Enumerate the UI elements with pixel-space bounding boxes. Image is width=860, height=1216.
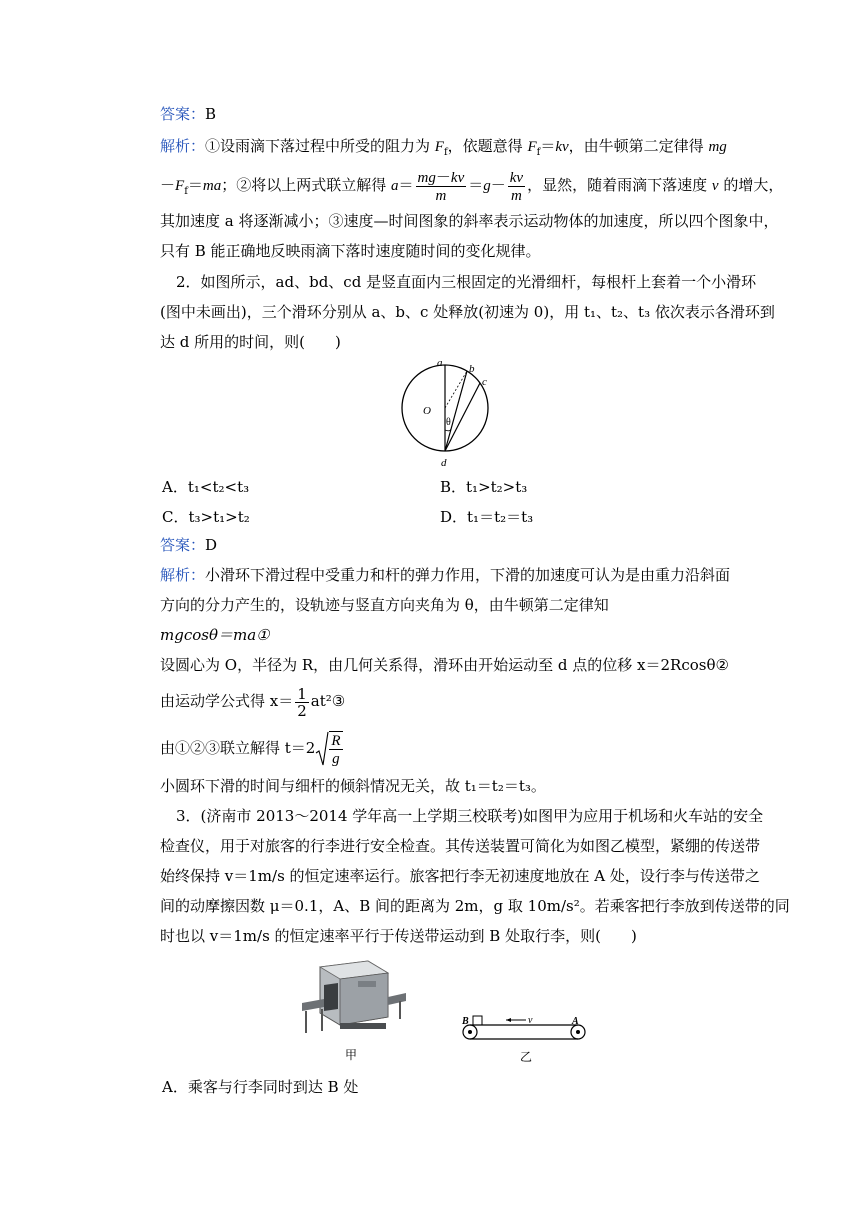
q2-eq3	[160, 684, 345, 718]
option-c[interactable]	[162, 506, 250, 527]
answer-label: 答案：	[160, 536, 206, 554]
circle-rods-figure	[390, 358, 500, 470]
q2-analysis-line1	[160, 565, 730, 585]
q3-stem-line3: 始终保持 v＝1m/s 的恒定速率运行。旅客把行李无初速度地放在 A 处，设行李与传送带之	[160, 867, 760, 885]
option-d[interactable]	[440, 506, 533, 527]
option-b[interactable]	[440, 476, 527, 497]
q3-stem-line1: 3．(济南市 2013～2014 学年高一上学期三校联考)如图甲为应用于机场和火车站的安全	[176, 807, 764, 825]
label-A: A	[572, 1016, 579, 1027]
eq-text: 由运动学公式得 x＝	[160, 692, 294, 710]
q2-stem-line3: 达 d 所用的时间，则( )	[160, 333, 341, 351]
q2-eq4	[160, 728, 343, 768]
q3-option-a[interactable]: A．乘客与行李同时到达 B 处	[162, 1078, 359, 1096]
option-text: t₁<t₂<t₃	[187, 478, 250, 496]
analysis-text: ①设雨滴下落过程中所受的阻力为	[205, 137, 435, 155]
option-a[interactable]	[162, 476, 249, 497]
answer-label: 答案：	[160, 105, 206, 123]
q2-stem-line2: (图中未画出)，三个滑环分别从 a、b、c 处释放(初速为 0)，用 t₁、t₂、t₃ 依次表示各滑环到	[160, 303, 775, 321]
label-B: B	[462, 1016, 469, 1027]
fraction: $\frac{mg-kv}{m}$	[417, 167, 465, 204]
label-c: c	[482, 376, 487, 388]
q2-conclusion: 小圆环下滑的时间与细杆的倾斜情况无关，故 t₁＝t₂＝t₃。	[160, 777, 546, 795]
option-key: D．	[440, 508, 468, 526]
option-key: C．	[162, 508, 189, 526]
analysis-text: 的增大，	[718, 176, 784, 194]
answer-value: D	[205, 536, 218, 554]
analysis-text: ，由牛顿第二定律得	[568, 137, 709, 155]
q3-stem-line5: 时也以 v＝1m/s 的恒定速率平行于传送带运动到 B 处取行李，则( )	[160, 927, 637, 945]
q1-analysis-line3: 其加速度 a 将逐渐减小；③速度—时间图象的斜率表示运动物体的加速度，所以四个图象中，	[160, 212, 779, 230]
fig-label-yi: 乙	[520, 1050, 533, 1064]
option-key: B．	[440, 478, 467, 496]
option-text: t₁＝t₂＝t₃	[467, 508, 534, 526]
q2-stem-line1: 2．如图所示，ad、bd、cd 是竖直面内三根固定的光滑细杆，每根杆上套着一个小滑环	[176, 273, 757, 291]
fraction-half: $\frac{1}{2}$	[297, 684, 307, 720]
analysis-text: 小滑环下滑过程中受重力和杆的弹力作用，下滑的加速度可认为是由重力沿斜面	[205, 566, 731, 584]
label-theta: θ	[446, 417, 451, 428]
option-text: t₃>t₁>t₂	[188, 508, 250, 526]
label-o: O	[423, 405, 431, 417]
fig-label-jia: 甲	[345, 1048, 358, 1062]
q2-analysis-line2: 方向的分力产生的，设轨迹与竖直方向夹角为 θ，由牛顿第二定律知	[160, 596, 609, 614]
label-a: a	[437, 358, 443, 369]
q2-answer	[160, 535, 217, 555]
analysis-text: ，显然，随着雨滴下落速度	[527, 176, 712, 194]
q3-stem-line2: 检查仪，用于对旅客的行李进行安全检查。其传送装置可简化为如图乙模型，紧绷的传送带	[160, 837, 761, 855]
rod-bd	[445, 371, 467, 451]
label-b: b	[469, 363, 475, 375]
analysis-text: ；②将以上两式联立解得	[221, 176, 392, 194]
q1-answer	[160, 104, 216, 124]
q1-analysis-line2: $-F_f=ma$；②将以上两式联立解得 a＝ $\frac{mg-kv}{m}$ ＝g－ $\frac{kv}{m}$ ，显然，随着雨滴下落速度 v 的增大，	[160, 167, 784, 204]
label-d: d	[441, 457, 447, 469]
analysis-text: －	[160, 176, 176, 194]
sqrt-symbol: $\frac{R}{g}$	[315, 731, 342, 767]
q2-analysis-line4: 设圆心为 O，半径为 R，由几何关系得，滑环由开始运动至 d 点的位移 x＝2Rcosθ②	[160, 656, 729, 674]
option-text: t₁>t₂>t₃	[466, 478, 528, 496]
fraction: $\frac{kv}{m}$	[509, 169, 524, 204]
q3-stem-line4: 间的动摩擦因数 μ＝0.1，A、B 间的距离为 2m，g 取 10m/s²。若乘客把行李放到传送带的同	[160, 897, 790, 915]
q2-eq1: mgcosθ＝ma①	[160, 626, 270, 644]
option-key: A．	[162, 478, 188, 496]
angle-arc	[445, 429, 451, 431]
q1-analysis-line4: 只有 B 能正确地反映雨滴下落时速度随时间的变化规律。	[160, 242, 541, 260]
security-scanner-image	[300, 957, 410, 1041]
radius-dashed	[445, 371, 467, 408]
eq-text: 由①②③联立解得 t＝2	[160, 739, 316, 757]
analysis-label: 解析：	[160, 137, 206, 155]
eq-text: at²③	[310, 692, 346, 710]
conveyor-belt-diagram	[460, 1010, 590, 1046]
q1-analysis-line1: 解析：①设雨滴下落过程中所受的阻力为 $F_f$，依题意得 $F_f=kv$，由牛顿第二定律得 mg	[160, 137, 727, 158]
luggage-box	[473, 1016, 482, 1025]
answer-value: B	[205, 105, 217, 123]
analysis-text: ，依题意得	[447, 137, 528, 155]
label-v: v	[528, 1015, 533, 1026]
analysis-label: 解析：	[160, 566, 206, 584]
